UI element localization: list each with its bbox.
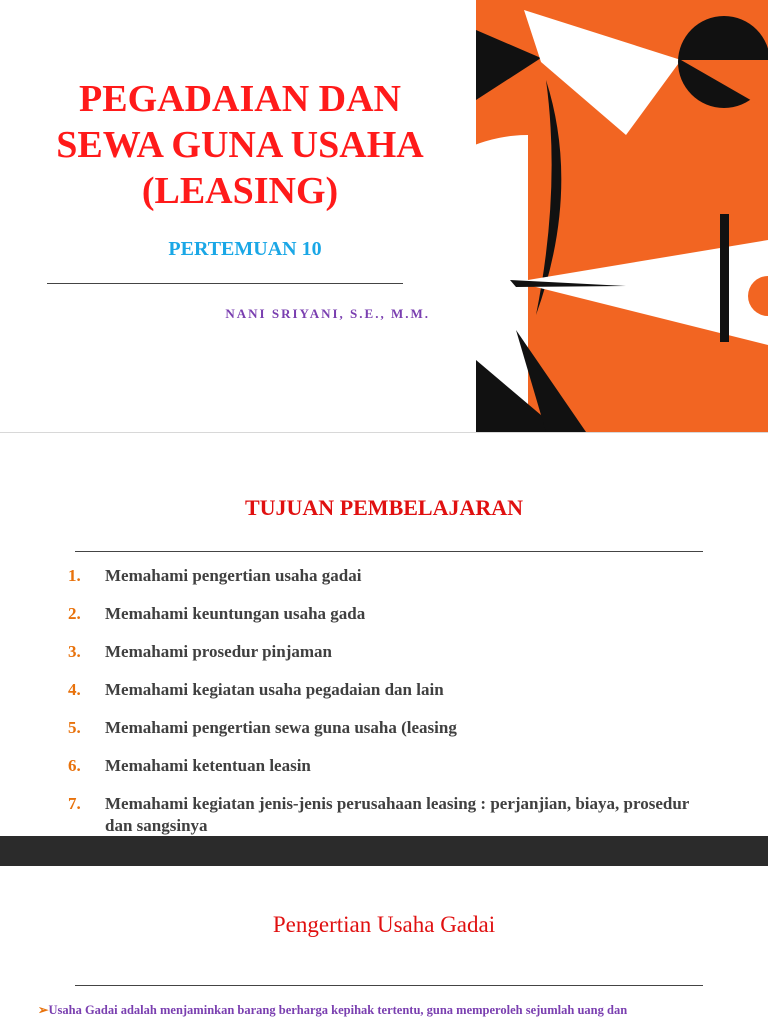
list-item (68, 793, 708, 836)
presentation-title (30, 76, 450, 214)
item-text: Memahami kegiatan usaha pegadaian dan lain (105, 680, 444, 699)
list-item (68, 755, 708, 777)
item-text: Memahami pengertian usaha gadai (105, 566, 362, 585)
objectives-heading: TUJUAN PEMBELAJARAN (244, 495, 524, 520)
title-line-1: PEGADAIAN DAN (79, 78, 401, 120)
list-item (68, 565, 708, 587)
list-item (68, 679, 708, 701)
art-black-bar (720, 214, 729, 342)
objectives-divider (75, 551, 703, 552)
list-item (68, 641, 708, 663)
item-number: 6. (68, 756, 81, 775)
item-text: Memahami prosedur pinjaman (105, 642, 333, 661)
item-number: 5. (68, 718, 81, 737)
item-number: 4. (68, 680, 81, 699)
definition-text: Usaha Gadai adalah menjaminkan barang berharga kepihak tertentu, guna memperoleh sejumlah uang dan (48, 1003, 628, 1017)
title-line-2: SEWA GUNA USAHA (56, 124, 424, 166)
slide-gap-band (0, 836, 768, 866)
list-item (68, 717, 708, 739)
objectives-slide (0, 433, 768, 836)
item-number: 3. (68, 642, 81, 661)
item-number: 2. (68, 604, 81, 623)
definition-slide (0, 866, 768, 1024)
meeting-subtitle: PERTEMUAN 10 (168, 238, 322, 260)
title-line-3: (LEASING) (141, 170, 339, 212)
item-text: Memahami ketentuan leasin (105, 756, 311, 775)
title-divider (47, 283, 403, 284)
abstract-art-image (476, 0, 768, 432)
title-slide (0, 0, 768, 432)
item-text: Memahami pengertian sewa guna usaha (leasing (105, 718, 457, 737)
objectives-list (68, 565, 708, 836)
item-number: 1. (68, 566, 81, 585)
item-number: 7. (68, 794, 81, 813)
arrow-bullet-icon: ➢ (38, 1003, 49, 1017)
item-text: Memahami keuntungan usaha gada (105, 604, 366, 623)
definition-divider (75, 985, 703, 986)
list-item (68, 603, 708, 625)
author-name: NANI SRIYANI, S.E., M.M. (225, 306, 430, 321)
definition-heading: Pengertian Usaha Gadai (272, 912, 496, 937)
item-text: Memahami kegiatan jenis-jenis perusahaan leasing : perjanjian, biaya, prosedur dan sangsinya (105, 794, 690, 835)
definition-bullet (38, 1002, 758, 1018)
